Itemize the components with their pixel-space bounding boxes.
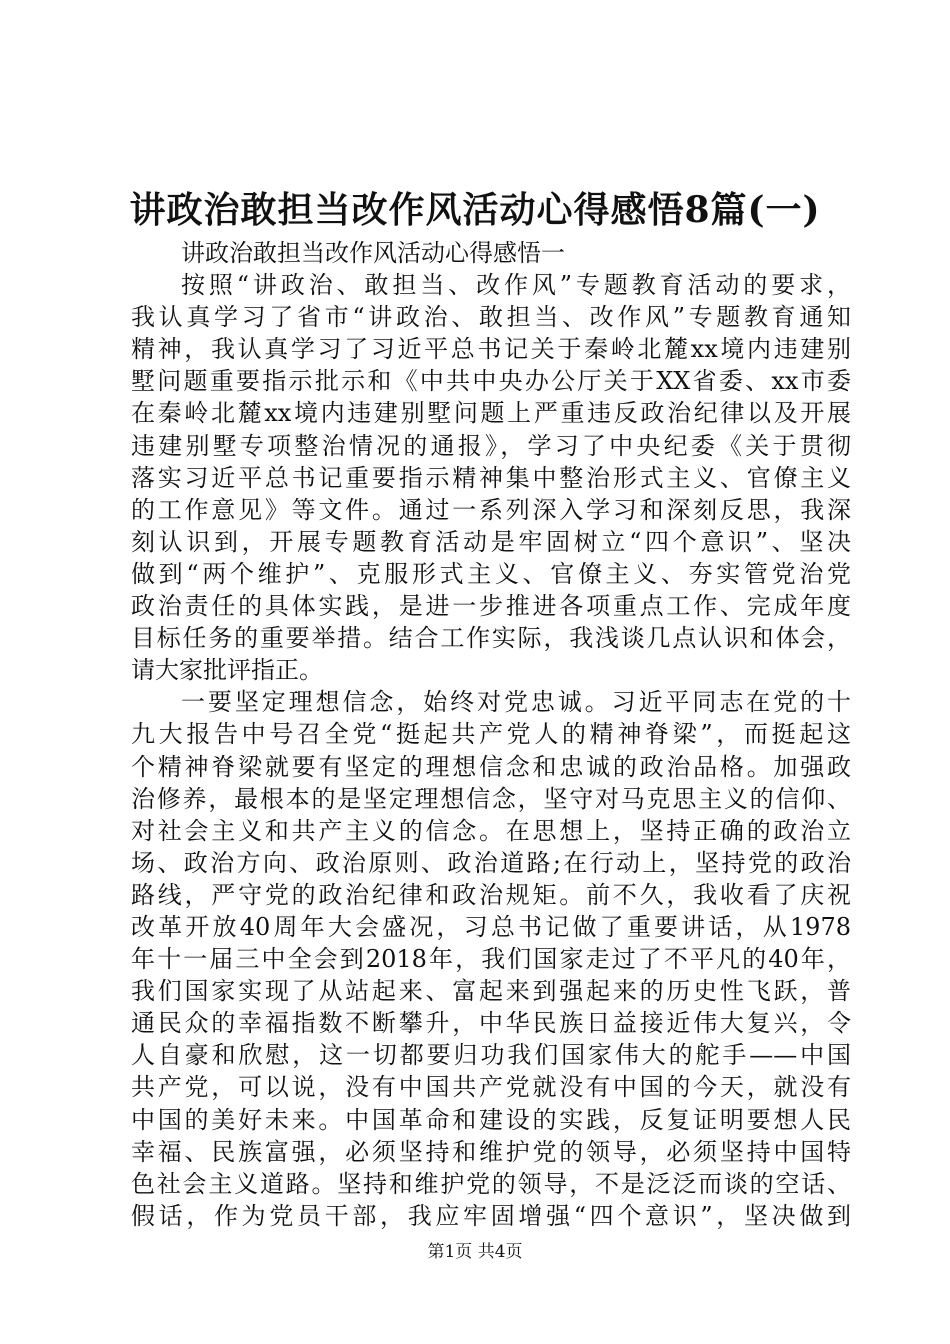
text-line: 落实习近平总书记重要指示精神集中整治形式主义、官僚主义	[131, 463, 851, 492]
page-footer: 第1页 共4页	[427, 1242, 523, 1262]
text-line: 在秦岭北麓xx境内违建别墅问题上严重违反政治纪律以及开展	[131, 399, 851, 428]
text-line: 幸福、民族富强，必须坚持和维护党的领导，必须坚持中国特	[131, 1137, 851, 1166]
text-line: 违建别墅专项整治情况的通报》，学习了中央纪委《关于贯彻	[131, 431, 851, 460]
text-line: 我认真学习了省市“讲政治、敢担当、改作风”专题教育通知	[131, 303, 851, 332]
text-line: 我们国家实现了从站起来、富起来到强起来的历史性飞跃，普	[131, 977, 851, 1006]
text-line: 共产党，可以说，没有中国共产党就没有中国的今天，就没有	[131, 1073, 851, 1102]
text-line: 治修养，最根本的是坚定理想信念，坚守对马克思主义的信仰、	[131, 784, 851, 813]
text-line: 改革开放40周年大会盛况，习总书记做了重要讲话，从1978	[131, 912, 851, 941]
text-line: 政治责任的具体实践，是进一步推进各项重点工作、完成年度	[131, 592, 851, 621]
text-line: 路线，严守党的政治纪律和政治规矩。前不久，我收看了庆祝	[131, 880, 851, 909]
text-line: 假话，作为党员干部，我应牢固增强“四个意识”，坚决做到	[131, 1201, 851, 1230]
text-line: 九大报告中号召全党“挺起共产党人的精神脊梁”，而挺起这	[131, 720, 851, 749]
text-line: 精神，我认真学习了习近平总书记关于秦岭北麓xx境内违建别	[131, 335, 851, 364]
text-line: 年十一届三中全会到2018年，我们国家走过了不平凡的40年，	[131, 945, 851, 974]
text-line: 刻认识到，开展专题教育活动是牢固树立“四个意识”、坚决	[131, 527, 851, 556]
text-line: 做到“两个维护”、克服形式主义、官僚主义、夯实管党治党	[131, 559, 851, 588]
text-line: 目标任务的重要举措。结合工作实际，我浅谈几点认识和体会，	[131, 624, 851, 653]
paragraph-1	[131, 269, 851, 686]
text-line: 场、政治方向、政治原则、政治道路;在行动上，坚持党的政治	[131, 848, 851, 877]
text-line: 墅问题重要指示批示和《中共中央办公厅关于XX省委、xx市委	[131, 367, 851, 396]
section-subtitle: 讲政治敢担当改作风活动心得感悟一	[181, 239, 565, 267]
text-line: 对社会主义和共产主义的信念。在思想上，坚持正确的政治立	[131, 816, 851, 845]
text-line: 人自豪和欣慰，这一切都要归功我们国家伟大的舵手——中国	[131, 1041, 851, 1070]
text-line: 通民众的幸福指数不断攀升，中华民族日益接近伟大复兴，令	[131, 1009, 851, 1038]
text-line: 中国的美好未来。中国革命和建设的实践，反复证明要想人民	[131, 1105, 851, 1134]
text-line: 个精神脊梁就要有坚定的理想信念和忠诚的政治品格。加强政	[131, 752, 851, 781]
document-body	[131, 237, 851, 1232]
text-line: 一要坚定理想信念，始终对党忠诚。习近平同志在党的十	[181, 688, 851, 717]
paragraph-2	[131, 686, 851, 1232]
text-line: 按照“讲政治、敢担当、改作风”专题教育活动的要求，	[181, 271, 851, 300]
text-line: 的工作意见》等文件。通过一系列深入学习和深刻反思，我深	[131, 495, 851, 524]
page-title: 讲政治敢担当改作风活动心得感悟8篇(一)	[129, 189, 821, 231]
text-line: 色社会主义道路。坚持和维护党的领导，不是泛泛而谈的空话、	[131, 1169, 851, 1198]
text-line: 请大家批评指正。	[131, 656, 323, 685]
